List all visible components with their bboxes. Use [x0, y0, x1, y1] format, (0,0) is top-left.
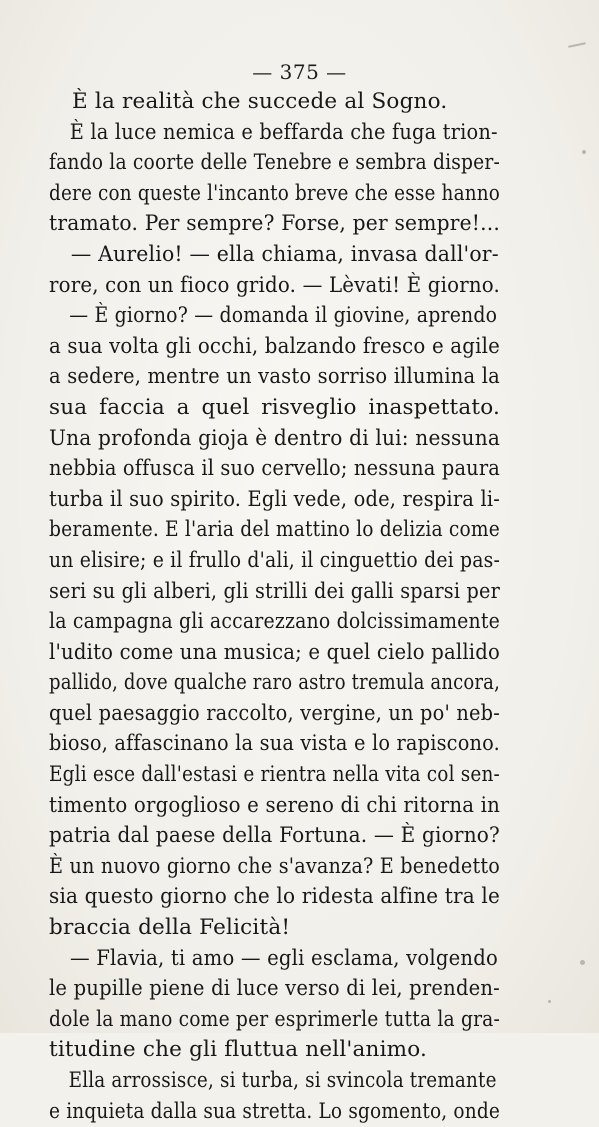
text-line: l'udito come una musica; e quel cielo pallido	[49, 639, 501, 665]
text-line: beramente. E l'aria del mattino lo delizia come	[49, 517, 501, 543]
text-line: È la luce nemica e beffarda che fuga trion-	[69, 119, 498, 145]
text-line: È la realità che succede al Sogno.	[72, 89, 448, 114]
text-line: — Aurelio! — ella chiama, invasa dall'or-	[70, 241, 499, 267]
text-line: Ella arrossisce, si turba, si svincola tremante	[68, 1068, 497, 1093]
text-line: e inquieta dalla sua stretta. Lo sgomento, onde	[49, 1098, 500, 1124]
paper-speck	[582, 150, 586, 154]
text-line: a sua volta gli occhi, balzando fresco e agile	[49, 333, 500, 359]
text-line: quel paesaggio raccolto, vergine, un po' neb-	[49, 700, 500, 726]
text-line: la campagna gli accarezzano dolcissimamente	[49, 609, 500, 635]
text-line: turba il suo spirito. Egli vede, ode, respira li-	[49, 486, 500, 512]
paper-speck	[580, 960, 585, 965]
text-line: fando la coorte delle Tenebre e sembra disper-	[49, 150, 501, 176]
text-line: dole la mano come per esprimerle tutta la gra-	[49, 1006, 500, 1032]
text-line: tramato. Per sempre? Forse, per sempre!...	[49, 211, 500, 237]
page-number: — 375 —	[252, 60, 347, 84]
text-line: pallido, dove qualche raro astro tremula ancora,	[49, 670, 500, 696]
text-line: — È giorno? — domanda il giovine, aprendo	[69, 303, 498, 329]
text-line: sua faccia a quel risveglio inaspettato.	[49, 394, 501, 420]
paper-speck	[548, 1000, 551, 1003]
paper-speck	[568, 42, 586, 48]
text-line: le pupille piene di luce verso di lei, prenden-	[49, 976, 500, 1002]
text-line: seri su gli alberi, gli strilli dei galli sparsi per	[49, 578, 500, 604]
text-line: a sedere, mentre un vasto sorriso illumina la	[49, 364, 500, 390]
text-line: rore, con un fioco grido. — Lèvati! È giorno.	[49, 272, 500, 298]
text-line: bioso, affascinano la sua vista e lo rapiscono.	[49, 731, 500, 757]
text-line: timento orgoglioso e sereno di chi ritorna in	[49, 792, 501, 818]
text-line: dere con queste l'incanto breve che esse hanno	[49, 180, 501, 206]
text-line: — Flavia, ti amo — egli esclama, volgendo	[69, 945, 498, 971]
text-line: È un nuovo giorno che s'avanza? E benedetto	[49, 853, 501, 879]
text-line: Egli esce dall'estasi e rientra nella vita col sen-	[49, 762, 500, 788]
page-text	[49, 87, 500, 1127]
text-line: un elisire; e il frullo d'ali, il cinguettio dei pas-	[49, 547, 501, 573]
text-line: braccia della Felicità!	[49, 915, 291, 941]
text-line: sia questo giorno che lo ridesta alfine tra le	[49, 884, 500, 910]
text-line: Una profonda gioja è dentro di lui: nessuna	[49, 425, 501, 451]
text-line: patria dal paese della Fortuna. — È giorno?	[49, 823, 501, 849]
text-line: titudine che gli fluttua nell'animo.	[49, 1037, 428, 1063]
text-line: nebbia offusca il suo cervello; nessuna paura	[49, 456, 501, 482]
